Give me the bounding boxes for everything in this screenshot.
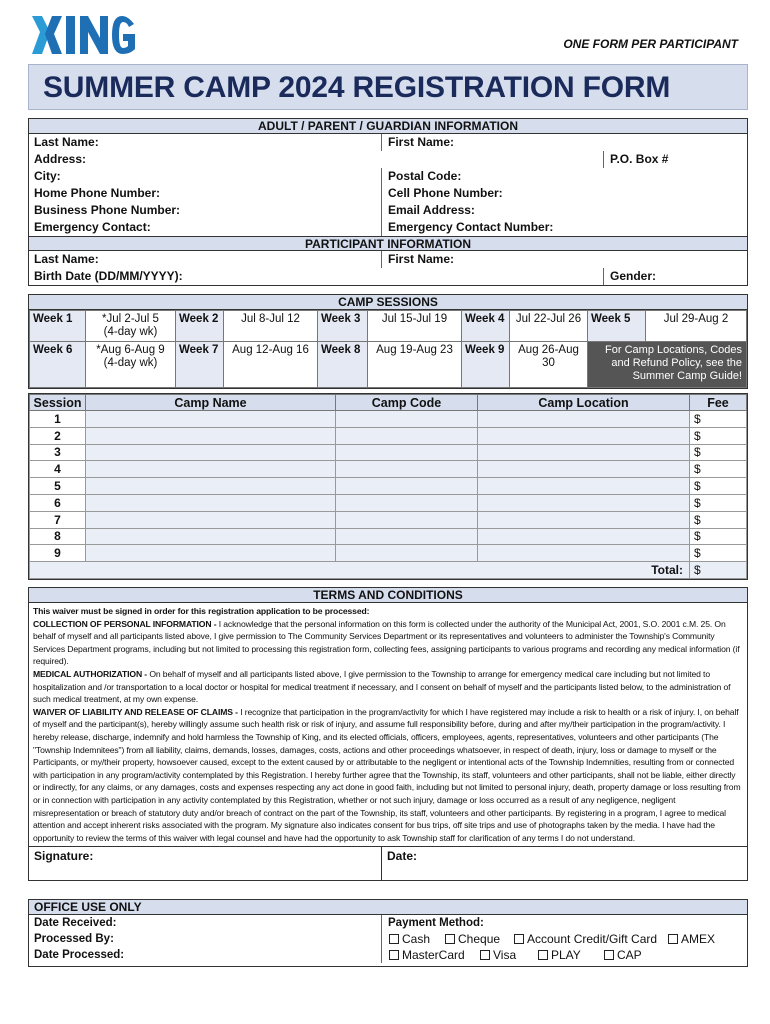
session-number: 3 bbox=[30, 444, 86, 461]
total-fee-field[interactable]: $ bbox=[690, 562, 747, 579]
fee-field[interactable]: $ bbox=[690, 494, 747, 511]
camp-name-field[interactable] bbox=[86, 427, 336, 444]
week-label: Week 3 bbox=[318, 311, 368, 342]
email-field[interactable]: Email Address: bbox=[381, 202, 747, 219]
camp-row bbox=[30, 411, 747, 428]
camp-selection-section bbox=[28, 393, 748, 580]
form-title-bar bbox=[28, 64, 748, 110]
city-field[interactable]: City: bbox=[34, 169, 61, 183]
col-camp-code: Camp Code bbox=[336, 395, 478, 411]
address-field[interactable]: Address: bbox=[34, 152, 87, 166]
home-phone-field[interactable]: Home Phone Number: bbox=[34, 186, 161, 200]
fee-field[interactable]: $ bbox=[690, 461, 747, 478]
col-camp-name: Camp Name bbox=[86, 395, 336, 411]
terms-text: This waiver must be signed in order for this registration application to be processed: COLLECTION OF PERSONAL INFORMATION - I acknowledge that the personal information on this form is collected under the authority of the Municipal Act, 2001, S.O. 2001 c.M. 25. On behalf of myself and all participants listed above, I give permission to The Community Services Department or its representatives and volunteers to administer the Township's Community Services Department programs, including but not limited to processing this registration form, collecting fees, assigning participants to various programs and recording any medical information (if required). MEDICAL AUTHORIZATION - On behalf of myself and all participants listed above, I give permission to the Township to arrange for emergency medical care including but not limited to hospitalization and /or transportation to a local doctor or hospital for medical treatment if necessary, and I consent on behalf of myself and the participants listed below, to the administration of such medical treatment, at my own expense. WAIVER OF LIABILITY AND RELEASE OF CLAIMS - I recognize that participation in the program/activity for which I have registered may include a risk to health or a risk of injury. I, on behalf of myself and the participant(s), hereby willingly assume such health risk or risk of injury, and assume full responsibility before, during and after my/their participation in the program/activity. I hereby release, discharge, indemnify and hold harmless the Township of King, and its elected officials, officers, employees, agents, representatives, volunteers and other participants (The "Township Indemnitees") from all liability, claims, demands, losses, damages, costs, actions and other proceedings whatsoever, in respect of death, injury, loss or damage to myself or the Participants, or my/their property, howsoever caused, except to the extent caused by or attributable to the negligent or intentional acts of the Township Indemnities, resulting from or connected with participation in any program/activity contemplated by this Registration. I hereby further agree that the Township, its staff, volunteers and other participants, shall not be liable, either directly or indirectly, for any claims, or any damages, costs and expenses respecting any act done in good faith, including but not limited to personal injury, death, property damage or loss resulting from or in connection with participation in any activity contemplated by this Registration, whether or not such injury, damage or loss occurred as a result of any negligence, negligent misrepresentation or breach of statutory duty and/or breach of contract on the part of the Township, its staff, volunteers and other participants. By registering in a program, I agree to medical attention and accept inherent risks associated with the program. My signature also indicates consent for bus trips, off site trips and use of photographs taken by the media. I have had the opportunity to review the terms of this waiver with legal counsel and have had the opportunity to ask Township staff for clarification of any terms I do not understand. bbox=[33, 606, 741, 843]
signature-field[interactable]: Signature: bbox=[34, 849, 94, 864]
checkbox-icon bbox=[445, 934, 455, 944]
camp-code-field[interactable] bbox=[336, 478, 478, 495]
adult-first-name-field[interactable]: First Name: bbox=[381, 134, 747, 151]
camp-name-field[interactable] bbox=[86, 511, 336, 528]
col-session: Session bbox=[30, 395, 86, 411]
processed-by-field[interactable]: Processed By: bbox=[34, 933, 114, 945]
payment-method-label: Payment Method: bbox=[381, 915, 747, 931]
camp-location-field[interactable] bbox=[478, 444, 690, 461]
camp-name-field[interactable] bbox=[86, 478, 336, 495]
fee-field[interactable]: $ bbox=[690, 427, 747, 444]
session-number: 8 bbox=[30, 528, 86, 545]
camp-name-field[interactable] bbox=[86, 461, 336, 478]
session-number: 9 bbox=[30, 545, 86, 562]
week-dates[interactable]: *Jul 2-Jul 5 (4-day wk) bbox=[86, 311, 176, 342]
fee-field[interactable]: $ bbox=[690, 511, 747, 528]
session-number: 6 bbox=[30, 494, 86, 511]
fee-field[interactable]: $ bbox=[690, 444, 747, 461]
camp-location-field[interactable] bbox=[478, 461, 690, 478]
camp-row bbox=[30, 528, 747, 545]
info-section bbox=[28, 118, 748, 286]
camp-name-field[interactable] bbox=[86, 545, 336, 562]
checkbox-icon bbox=[480, 950, 490, 960]
participant-first-name-field[interactable]: First Name: bbox=[381, 251, 747, 268]
gender-field[interactable]: Gender: bbox=[603, 268, 747, 285]
terms-heading: TERMS AND CONDITIONS bbox=[29, 588, 747, 603]
camp-code-field[interactable] bbox=[336, 461, 478, 478]
fee-field[interactable]: $ bbox=[690, 478, 747, 495]
payment-mastercard-checkbox[interactable]: MasterCard bbox=[389, 948, 465, 962]
checkbox-icon bbox=[389, 934, 399, 944]
week-label: Week 4 bbox=[462, 311, 510, 342]
emergency-number-field[interactable]: Emergency Contact Number: bbox=[381, 219, 747, 236]
camp-code-field[interactable] bbox=[336, 528, 478, 545]
camp-name-field[interactable] bbox=[86, 411, 336, 428]
payment-cheque-checkbox[interactable]: Cheque bbox=[445, 932, 500, 946]
payment-visa-checkbox[interactable]: Visa bbox=[480, 948, 516, 962]
week-dates[interactable]: Jul 8-Jul 12 bbox=[224, 311, 318, 342]
camp-selection-table bbox=[29, 394, 747, 579]
session-number: 5 bbox=[30, 478, 86, 495]
camp-code-field[interactable] bbox=[336, 494, 478, 511]
payment-account-credit-checkbox[interactable]: Account Credit/Gift Card bbox=[514, 932, 657, 946]
session-number: 2 bbox=[30, 427, 86, 444]
date-field[interactable]: Date: bbox=[381, 847, 747, 880]
camp-code-field[interactable] bbox=[336, 511, 478, 528]
week-label: Week 6 bbox=[30, 342, 86, 388]
po-box-field[interactable]: P.O. Box # bbox=[603, 151, 747, 168]
week-label: Week 9 bbox=[462, 342, 510, 388]
week-dates[interactable]: Jul 29-Aug 2 bbox=[646, 311, 747, 342]
terms-section bbox=[28, 587, 748, 881]
emergency-contact-field[interactable]: Emergency Contact: bbox=[34, 220, 151, 234]
week-dates[interactable]: Jul 22-Jul 26 bbox=[510, 311, 588, 342]
sessions-table bbox=[29, 310, 747, 388]
week-dates[interactable]: Aug 26-Aug 30 bbox=[510, 342, 588, 388]
camp-location-field[interactable] bbox=[478, 494, 690, 511]
total-row bbox=[30, 562, 747, 579]
camp-name-field[interactable] bbox=[86, 494, 336, 511]
camp-location-field[interactable] bbox=[478, 478, 690, 495]
sessions-heading: CAMP SESSIONS bbox=[29, 295, 747, 310]
camp-name-field[interactable] bbox=[86, 444, 336, 461]
week-label: Week 5 bbox=[588, 311, 646, 342]
camp-location-field[interactable] bbox=[478, 411, 690, 428]
checkbox-icon bbox=[538, 950, 548, 960]
camp-row bbox=[30, 545, 747, 562]
fee-field[interactable]: $ bbox=[690, 545, 747, 562]
week-dates[interactable]: Aug 12-Aug 16 bbox=[224, 342, 318, 388]
fee-field[interactable]: $ bbox=[690, 528, 747, 545]
checkbox-icon bbox=[389, 950, 399, 960]
camp-guide-note: For Camp Locations, Codes and Refund Policy, see the Summer Camp Guide! bbox=[588, 342, 747, 388]
camp-row bbox=[30, 494, 747, 511]
office-heading: OFFICE USE ONLY bbox=[29, 900, 747, 915]
col-fee: Fee bbox=[690, 395, 747, 411]
week-dates[interactable]: Jul 15-Jul 19 bbox=[368, 311, 462, 342]
payment-cash-checkbox[interactable]: Cash bbox=[389, 932, 430, 946]
col-camp-location: Camp Location bbox=[478, 395, 690, 411]
sessions-row-2 bbox=[30, 342, 747, 388]
fee-field[interactable]: $ bbox=[690, 411, 747, 428]
camp-row bbox=[30, 461, 747, 478]
camp-code-field[interactable] bbox=[336, 411, 478, 428]
adult-last-name-field[interactable]: Last Name: bbox=[34, 135, 99, 149]
birth-date-field[interactable]: Birth Date (DD/MM/YYYY): bbox=[34, 269, 183, 283]
participant-last-name-field[interactable]: Last Name: bbox=[34, 252, 99, 266]
camp-name-field[interactable] bbox=[86, 528, 336, 545]
checkbox-icon bbox=[668, 934, 678, 944]
one-form-note: ONE FORM PER PARTICIPANT bbox=[563, 37, 738, 51]
payment-cap-checkbox[interactable]: CAP bbox=[604, 948, 642, 962]
session-number: 1 bbox=[30, 411, 86, 428]
participant-heading: PARTICIPANT INFORMATION bbox=[29, 236, 747, 251]
camp-row bbox=[30, 444, 747, 461]
session-number: 4 bbox=[30, 461, 86, 478]
total-label: Total: bbox=[30, 562, 690, 579]
date-received-field[interactable]: Date Received: bbox=[34, 917, 117, 929]
camp-row bbox=[30, 511, 747, 528]
form-title: SUMMER CAMP 2024 REGISTRATION FORM bbox=[43, 71, 671, 104]
date-processed-field[interactable]: Date Processed: bbox=[34, 949, 125, 961]
camp-row bbox=[30, 478, 747, 495]
business-phone-field[interactable]: Business Phone Number: bbox=[34, 203, 181, 217]
week-label: Week 7 bbox=[176, 342, 224, 388]
payment-play-checkbox[interactable]: PLAY bbox=[538, 948, 581, 962]
camp-location-field[interactable] bbox=[478, 427, 690, 444]
camp-code-field[interactable] bbox=[336, 444, 478, 461]
camp-row bbox=[30, 427, 747, 444]
adult-heading: ADULT / PARENT / GUARDIAN INFORMATION bbox=[29, 119, 747, 134]
week-label: Week 1 bbox=[30, 311, 86, 342]
camp-location-field[interactable] bbox=[478, 528, 690, 545]
camp-sessions-section bbox=[28, 294, 748, 389]
postal-code-field[interactable]: Postal Code: bbox=[381, 168, 747, 185]
week-label: Week 2 bbox=[176, 311, 224, 342]
king-logo bbox=[30, 12, 140, 58]
camp-location-field[interactable] bbox=[478, 545, 690, 562]
week-dates[interactable]: *Aug 6-Aug 9 (4-day wk) bbox=[86, 342, 176, 388]
payment-amex-checkbox[interactable]: AMEX bbox=[668, 932, 715, 946]
camp-code-field[interactable] bbox=[336, 427, 478, 444]
checkbox-icon bbox=[514, 934, 524, 944]
sessions-row-1 bbox=[30, 311, 747, 342]
camp-code-field[interactable] bbox=[336, 545, 478, 562]
week-label: Week 8 bbox=[318, 342, 368, 388]
session-number: 7 bbox=[30, 511, 86, 528]
week-dates[interactable]: Aug 19-Aug 23 bbox=[368, 342, 462, 388]
camp-location-field[interactable] bbox=[478, 511, 690, 528]
checkbox-icon bbox=[604, 950, 614, 960]
cell-phone-field[interactable]: Cell Phone Number: bbox=[381, 185, 747, 202]
